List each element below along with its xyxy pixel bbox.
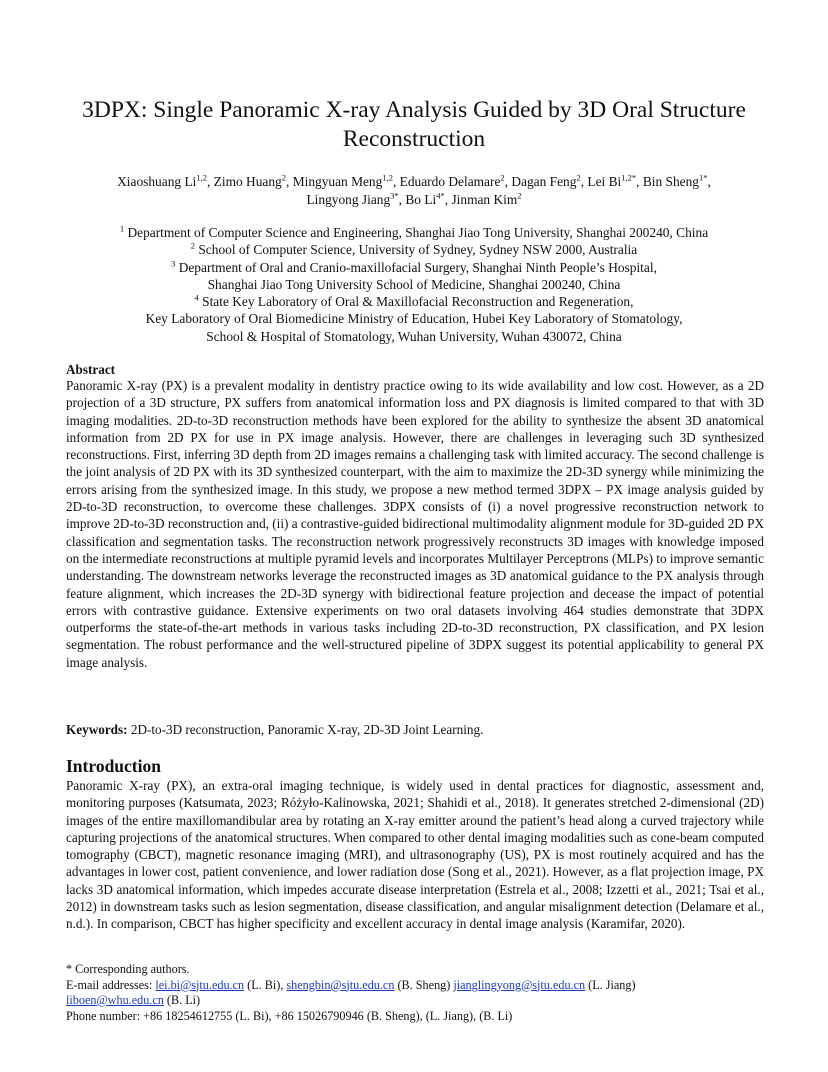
- author: Bin Sheng$^{1*}$: [642, 172, 708, 189]
- email-link[interactable]: shengbin@sjtu.edu.cn: [286, 977, 395, 992]
- email-owner: (B. Li): [166, 993, 201, 1007]
- introduction-text: Panoramic X-ray (PX), an extra-oral imaging technique, is widely used in dental practices for diagnostic, assessment and, monitoring purposes (Katsumata, 2023; Różyło-Kalinowska, 2021; Shahidi et al., 2018). It generates stretched 2-dimensional (2D) images of the entire maxillomandibular area by rotating an X-ray emitter around the patient’s head along a curved trajectory while capturing projections of the anatomical structures. When compared to other dental imaging modalities such as cone-beam computed tomography (CBCT), magnetic resonance imaging (MRI), and ultrasonography (US), PX is most routinely acquired and has the advantages in lower cost, patient convenience, and lower radiation dose (Song et al., 2021). However, as a flat projection image, PX lacks 3D anatomical information, which impedes accurate disease interpretation (Estrela et al., 2008; Izzetti et al., 2021; Tsai et al., 2012) in downstream tasks such as lesion segmentation, disease classification, and angular misalignment detection (Delamare et al., n.d.). In comparison, CBCT has higher specificity and excellent accuracy in dental image analysis (Karamifar, 2020).: [66, 778, 764, 932]
- email-label: E-mail addresses:: [66, 977, 153, 992]
- email-owner: (L. Bi),: [247, 977, 284, 992]
- author: Xiaoshuang Li$^{1,2}$: [117, 172, 207, 189]
- corresponding-note: * Corresponding authors.: [66, 962, 190, 976]
- keywords-label: Keywords:: [66, 722, 128, 737]
- email-owner: (L. Jiang): [588, 977, 636, 992]
- author: Dagan Feng$^2$: [511, 172, 581, 189]
- footnote: [66, 962, 764, 1024]
- author-list: Xiaoshuang Li$^{1,2}$, Zimo Huang$^2$, Mingyuan Meng$^{1,2}$, Eduardo Delamare$^2$, Dagan Feng$^2$, Lei $Bi^{1,2*}$, Bin Sheng$^{1*}$, Lingyong Jiang$^{3*}$, Bo $Li^{4*}$, Jinman Kim$^2$: [117, 172, 711, 207]
- phone-numbers: Phone number: +86 18254612755 (L. Bi), +86 15026790946 (B. Sheng), (L. Jiang), (B. Li): [66, 1008, 513, 1023]
- affiliation: $^3$ Department of Oral and Cranio-maxillofacial Surgery, Shanghai Ninth People’s Hospital,: [171, 258, 657, 275]
- introduction-heading: Introduction: [66, 756, 161, 776]
- author: Lei $Bi^{1,2*}$: [587, 172, 637, 189]
- email-link[interactable]: liboen@whu.edu.cn: [66, 993, 164, 1007]
- keywords-text: 2D-to-3D reconstruction, Panoramic X-ray, 2D-3D Joint Learning.: [130, 722, 484, 737]
- affiliation-list: [60, 224, 768, 345]
- paper-title: [50, 96, 778, 154]
- keywords: [66, 721, 764, 738]
- author: Bo $Li^{4*}$: [405, 190, 445, 207]
- affiliation: $^4$ State Key Laboratory of Oral & Maxillofacial Reconstruction and Regeneration,: [194, 292, 634, 310]
- affiliation: $^2$ School of Computer Science, University of Sydney, Sydney NSW 2000, Australia: [190, 240, 638, 258]
- affiliation-continuation: Key Laboratory of Oral Biomedicine Ministry of Education, Hubei Key Laboratory of Stomatology,: [145, 311, 683, 327]
- affiliation: $^1$ Department of Computer Science and Engineering, Shanghai Jiao Tong University, Shanghai 200240, China: [119, 223, 709, 240]
- affiliation-continuation: School & Hospital of Stomatology, Wuhan University, Wuhan 430072, China: [206, 328, 622, 344]
- email-owner: (B. Sheng): [397, 977, 451, 992]
- title-line: 3DPX: Single Panoramic X-ray Analysis Guided by 3D Oral Structure: [82, 97, 746, 123]
- email-link[interactable]: lei.bi@sjtu.edu.cn: [155, 977, 245, 992]
- author: Zimo Huang$^2$: [213, 172, 286, 189]
- author: Mingyuan Meng$^{1,2}$: [292, 172, 393, 189]
- affiliation-continuation: Shanghai Jiao Tong University School of Medicine, Shanghai 200240, China: [207, 276, 621, 292]
- abstract-heading: Abstract: [66, 362, 116, 377]
- title-line: Reconstruction: [342, 126, 486, 152]
- author: Eduardo Delamare$^2$: [399, 172, 505, 189]
- author: Jinman Kim$^2$: [451, 190, 522, 207]
- abstract-text: Panoramic X-ray (PX) is a prevalent modality in dentistry practice owing to its wide availability and low cost. However, as a 2D projection of a 3D structure, PX suffers from anatomical information loss and PX diagnosis is limited compared to that with 3D imaging modalities. 2D-to-3D reconstruction methods have been explored for the ability to synthesize the absent 3D anatomical information from 2D PX for use in PX image analysis. However, there are challenges in leveraging such 3D synthesized reconstructions. First, inferring 3D depth from 2D images remains a challenging task with limited accuracy. The second challenge is the joint analysis of 2D PX with its 3D synthesized counterpart, with the aim to maximize the 2D-3D synergy while minimizing the errors arising from the synthesized image. In this study, we propose a new method termed 3DPX – PX image analysis guided by 2D-to-3D reconstruction, to overcome these challenges. 3DPX consists of (i) a novel progressive reconstruction network to improve 2D-to-3D reconstruction and, (ii) a contrastive-guided bidirectional multimodality alignment module for 3D-guided 2D PX classification and segmentation tasks. The reconstruction network progressively reconstructs 3D images with knowledge imposed on the intermediate reconstructions at multiple pyramid levels and incorporates Multilayer Perceptrons (MLPs) to improve semantic understanding. The downstream networks leverage the reconstructed images as 3D anatomical guidance to the PX analysis through feature alignment, which increases the 2D-3D synergy with bidirectional feature projection and decease the impact of potential errors with contrastive guidance. Extensive experiments on two oral datasets involving 464 studies demonstrate that 3DPX outperforms the state-of-the-art methods in various tasks including 2D-to-3D reconstruction, PX classification, and PX lesion segmentation. The robust performance and the well-structured pipeline of 3DPX suggest its potential applicability to general PX image analysis.: [66, 378, 765, 670]
- author: Lingyong Jiang$^{3*}$: [306, 190, 399, 207]
- email-link[interactable]: jianglingyong@sjtu.edu.cn: [453, 977, 586, 992]
